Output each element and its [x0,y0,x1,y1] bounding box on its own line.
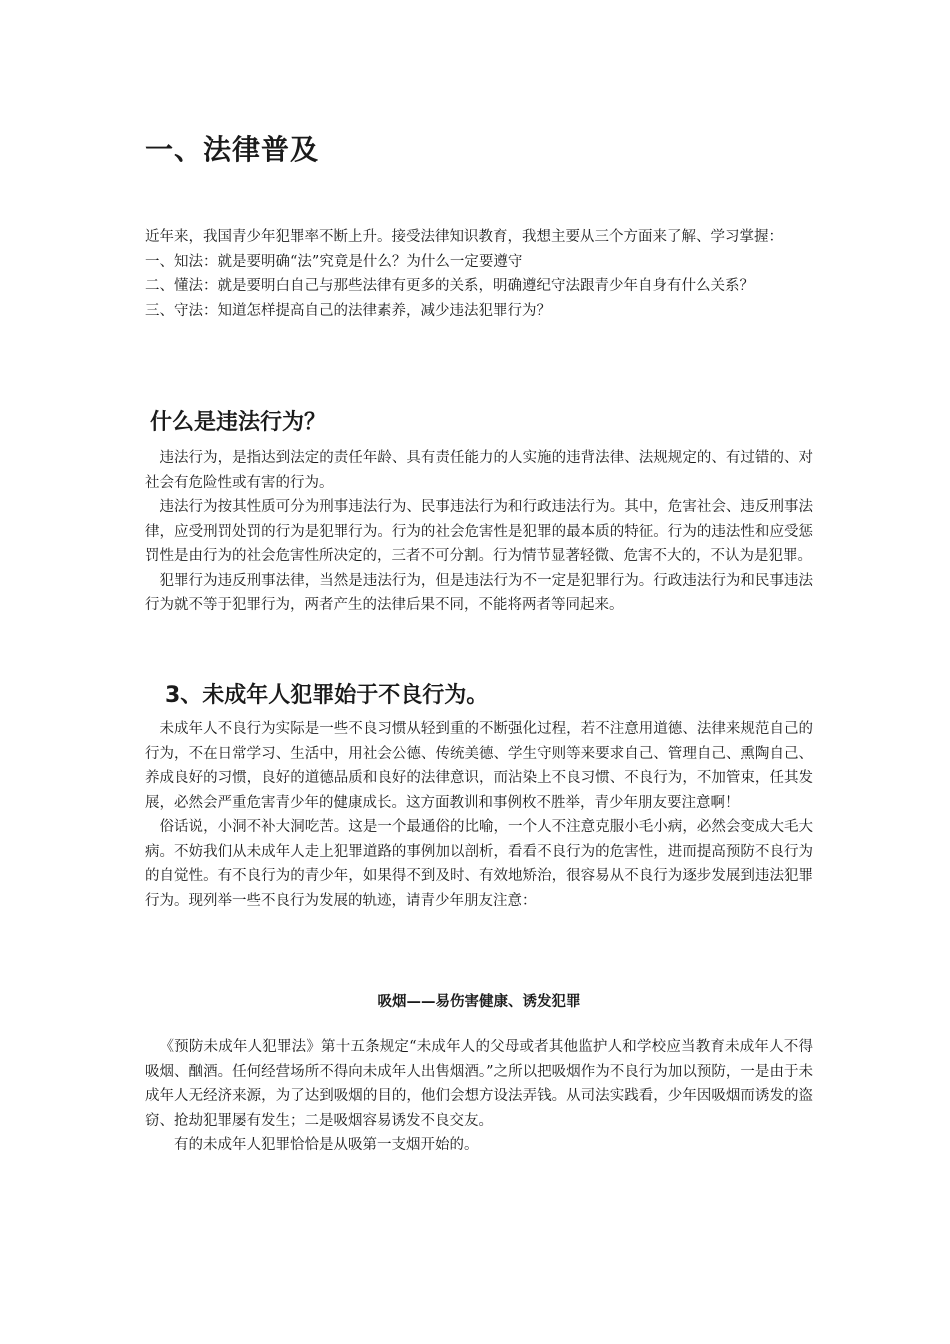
illegal-acts-section [145,446,813,618]
bad-behavior-paragraph-2: 俗话说，小洞不补大洞吃苦。这是一个最通俗的比喻，一个人不注意克服小毛小病，必然会变成大毛大病。不妨我们从未成年人走上犯罪道路的事例加以剖析，看看不良行为的危害性，进而提高预防不良行为的自觉性。有不良行为的青少年，如果得不到及时、有效地矫治，很容易从不良行为逐步发展到违法犯罪行为。现列举一些不良行为发展的轨迹，请青少年朋友注意： [145,819,813,909]
section-heading-bad-behavior: 3、未成年人犯罪始于不良行为。 [165,683,489,708]
intro-section [145,225,813,323]
subsection-heading-smoking: 吸烟——易伤害健康、诱发犯罪 [377,994,581,1010]
intro-item-know-law: 一、知法：就是要明确“法”究竟是什么？为什么一定要遵守 [145,253,523,270]
intro-paragraph: 近年来，我国青少年犯罪率不断上升。接受法律知识教育，我想主要从三个方面来了解、学习掌握： [145,229,783,245]
smoking-paragraph-2: 有的未成年人犯罪恰恰是从吸第一支烟开始的。 [174,1137,479,1153]
smoking-paragraph-1: 《预防未成年人犯罪法》第十五条规定“未成年人的父母或者其他监护人和学校应当教育未成年人不得吸烟、酗酒。任何经营场所不得向未成年人出售烟酒。”之所以把吸烟作为不良行为加以预防，一是由于未成年人无经济来源，为了达到吸烟的目的，他们会想方设法弄钱。从司法实践看，少年因吸烟而诱发的盗窃、抢劫犯罪屡有发生；二是吸烟容易诱发不良交友。 [145,1039,813,1129]
illegal-acts-paragraph-3: 犯罪行为违反刑事法律，当然是违法行为，但是违法行为不一定是犯罪行为。行政违法行为和民事违法行为就不等于犯罪行为，两者产生的法律后果不同，不能将两者等同起来。 [145,572,813,613]
intro-item-obey-law: 三、守法：知道怎样提高自己的法律素养，减少违法犯罪行为？ [145,302,551,319]
page-title: 一、法律普及 [145,133,320,166]
bad-behavior-section [145,717,813,913]
illegal-acts-paragraph-1: 违法行为，是指达到法定的责任年龄、具有责任能力的人实施的违背法律、法规规定的、有过错的、对社会有危险性或有害的行为。 [145,450,813,491]
bad-behavior-paragraph-1: 未成年人不良行为实际是一些不良习惯从轻到重的不断强化过程，若不注意用道德、法律来规范自己的行为，不在日常学习、生活中，用社会公德、传统美德、学生守则等来要求自己、管理自己、熏陶自己、养成良好的习惯，良好的道德品质和良好的法律意识，而沾染上不良习惯、不良行为，不加管束，任其发展，必然会严重危害青少年的健康成长。这方面教训和事例枚不胜举，青少年朋友要注意啊！ [145,721,813,811]
illegal-acts-paragraph-2: 违法行为按其性质可分为刑事违法行为、民事违法行为和行政违法行为。其中，危害社会、违反刑事法律，应受刑罚处罚的行为是犯罪行为。行为的社会危害性是犯罪的最本质的特征。行为的违法性和应受惩罚性是由行为的社会危害性所决定的，三者不可分割。行为情节显著轻微、危害不大的，不认为是犯罪。 [145,499,813,564]
intro-item-understand-law: 二、懂法：就是要明白自己与那些法律有更多的关系，明确遵纪守法跟青少年自身有什么关系？ [145,278,754,294]
section-heading-illegal-acts: 什么是违法行为？ [150,410,327,435]
smoking-section [145,1035,813,1158]
